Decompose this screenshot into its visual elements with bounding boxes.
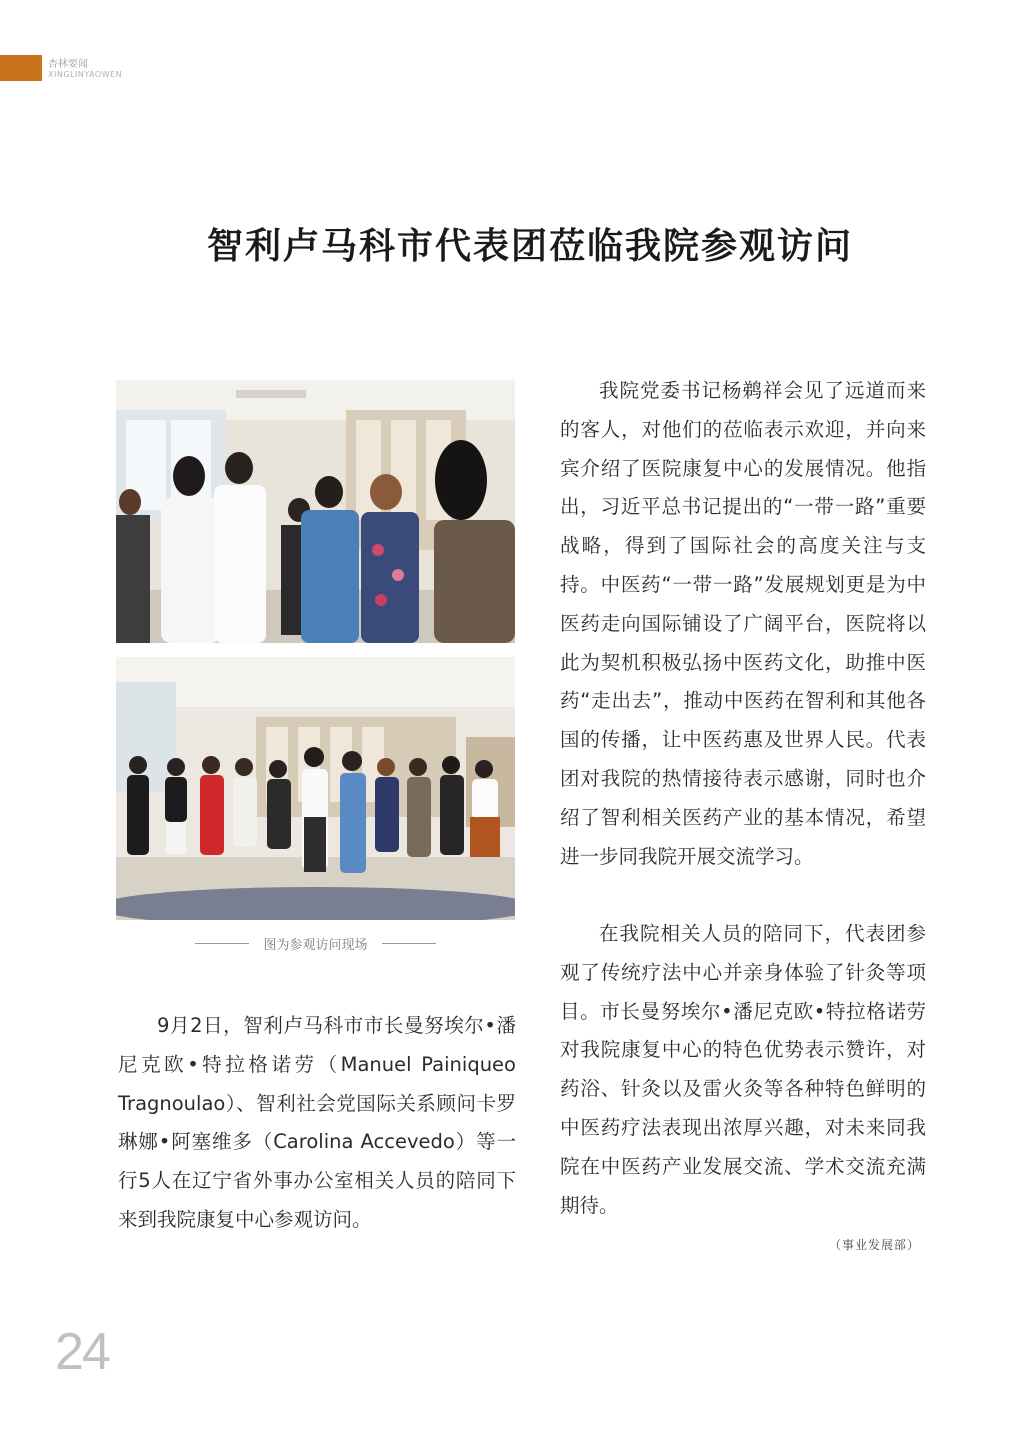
caption-text: 图为参观访问现场 [263,937,368,953]
article-title: 智利卢马科市代表团莅临我院参观访问 [206,225,853,267]
section-name-en: XINGLINYAOWEN [48,70,123,79]
article-body-paragraph-2: 在我院相关人员的陪同下，代表团参观了传统疗法中心并亲身体验了针灸等项目。市长曼努埃尔•潘尼克欧•特拉格诺劳对我院康复中心的特色优势表示赞许，对药浴、针灸以及雷火灸等各种特色鲜明的中医药疗法表现出浓厚兴趣，对未来同我院在中医药产业发展交流、学术交流充满期待。 [560,922,926,1217]
article-body-paragraph-1: 我院党委书记杨鹈祥会见了远道而来的客人，对他们的莅临表示欢迎，并向来宾介绍了医院康复中心的发展情况。他指出，习近平总书记提出的“一带一路”重要战略，得到了国际社会的高度关注与支持。中医药“一带一路”发展规划更是为中医药走向国际铺设了广阔平台，医院将以此为契机积极弘扬中医药文化，助推中医药“走出去”，推动中医药在智利和其他各国的传播，让中医药惠及世界人民。代表团对我院的热情接待表示感谢，同时也介绍了智利相关医药产业的基本情况，希望进一步同我院开展交流学习。 [560,379,926,868]
visit-photo-group [116,657,515,920]
section-name-cn: 杏林要闻 [48,59,88,70]
department-credit: （事业发展部） [828,1238,920,1252]
visit-photo-meeting [116,380,515,643]
article-intro-paragraph: 9月2日，智利卢马科市市长曼努埃尔•潘尼克欧•特拉格诺劳（Manuel Painiqueo Tragnoulao）、智利社会党国际关系顾问卡罗琳娜•阿塞维多（Carolina Accevedo）等一行5人在辽宁省外事办公室相关人员的陪同下来到我院康复中心参观访问。 [118,1014,516,1231]
photo-caption [116,934,515,952]
caption-divider-right [382,943,436,944]
section-tab-marker [0,55,42,81]
caption-divider-left [195,943,249,944]
page-number: 24 [55,1323,109,1381]
